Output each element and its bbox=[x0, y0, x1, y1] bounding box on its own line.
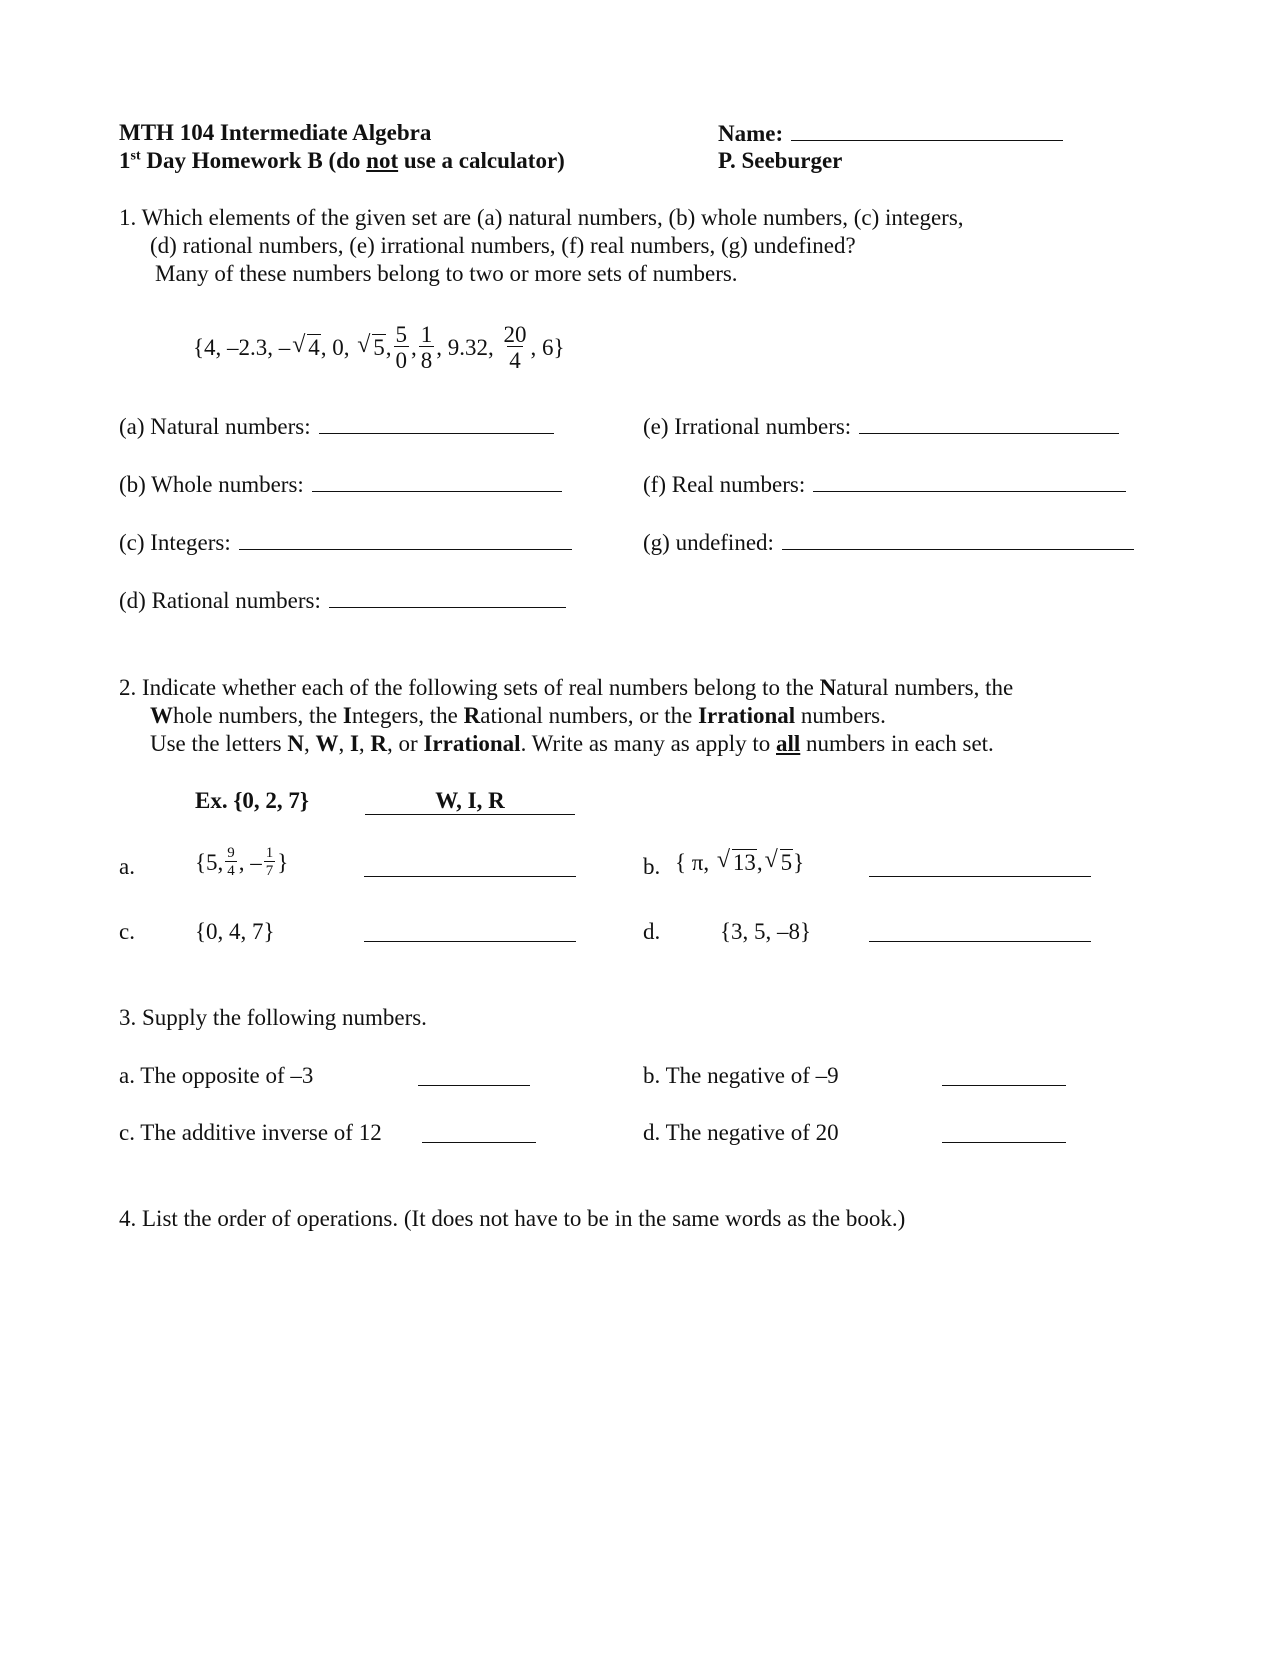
assignment-title: 1st Day Homework B (do not use a calculator) bbox=[119, 148, 565, 173]
answer-blank[interactable] bbox=[782, 529, 1134, 550]
q1-number-set: {4, –2.3, – √ 4 , 0, √ 5 , $\frac{5}{0}$ , $\frac{1}{8}$ , 9.32, $\frac{20}{4}$ , 6} bbox=[193, 322, 565, 373]
q2-prompt-line2: Whole numbers, the Integers, the Rational numbers, or the Irrational numbers. bbox=[150, 703, 886, 728]
answer-blank[interactable] bbox=[942, 1122, 1066, 1143]
answer-blank[interactable] bbox=[239, 529, 572, 550]
q1-part-f: (f) Real numbers: bbox=[643, 471, 1126, 498]
q1-part-e: (e) Irrational numbers: bbox=[643, 413, 1119, 440]
answer-blank[interactable] bbox=[418, 1065, 530, 1086]
q3-c: c. The additive inverse of 12 bbox=[119, 1120, 382, 1145]
q2-example-answer: W, I, R bbox=[365, 788, 575, 815]
fraction-1-over-8: $\frac{1}{8}$ bbox=[420, 322, 433, 373]
q3-a-answer bbox=[418, 1065, 530, 1091]
q2-a-answer bbox=[364, 856, 576, 882]
answer-blank[interactable] bbox=[422, 1122, 536, 1143]
q1-part-b: (b) Whole numbers: bbox=[119, 471, 562, 498]
q2-b-set: { π, √ 13 , √ 5 } bbox=[675, 847, 805, 875]
q2-c-set: {0, 4, 7} bbox=[195, 919, 275, 944]
q1-prompt-line3: Many of these numbers belong to two or more sets of numbers. bbox=[155, 261, 738, 286]
name-field: Name: bbox=[718, 120, 1063, 147]
answer-blank[interactable] bbox=[312, 471, 562, 492]
name-blank[interactable] bbox=[791, 120, 1063, 141]
fraction-5-over-0: $\frac{5}{0}$ bbox=[395, 322, 408, 373]
q1-part-d: (d) Rational numbers: bbox=[119, 587, 566, 614]
q1-prompt-line2: (d) rational numbers, (e) irrational numbers, (f) real numbers, (g) undefined? bbox=[150, 233, 856, 258]
q4-prompt: 4. List the order of operations. (It does not have to be in the same words as the book.) bbox=[119, 1206, 906, 1231]
q3-d-answer bbox=[942, 1122, 1066, 1148]
answer-blank[interactable] bbox=[859, 413, 1119, 434]
q2-a-set: {5, $\frac{9}{4}$ , – $\frac{1}{7}$ } bbox=[195, 845, 289, 879]
answer-blank[interactable] bbox=[813, 471, 1126, 492]
answer-blank[interactable] bbox=[364, 856, 576, 877]
q2-b-label: b. bbox=[643, 854, 661, 879]
q3-prompt: 3. Supply the following numbers. bbox=[119, 1005, 427, 1030]
answer-blank[interactable] bbox=[364, 921, 576, 942]
q3-a: a. The opposite of –3 bbox=[119, 1063, 314, 1088]
q2-example-set: Ex. {0, 2, 7} bbox=[195, 788, 309, 813]
q2-d-set: {3, 5, –8} bbox=[720, 919, 812, 944]
q2-a-label: a. bbox=[119, 854, 135, 879]
q3-d: d. The negative of 20 bbox=[643, 1120, 839, 1145]
q2-prompt-line3: Use the letters N, W, I, R, or Irrational. Write as many as apply to all numbers in each set. bbox=[150, 731, 994, 756]
fraction-20-over-4: $\frac{20}{4}$ bbox=[503, 322, 527, 373]
answer-blank[interactable] bbox=[319, 413, 554, 434]
answer-blank[interactable] bbox=[869, 921, 1091, 942]
q2-b-answer bbox=[869, 856, 1091, 882]
q1-part-g: (g) undefined: bbox=[643, 529, 1134, 556]
instructor-name: P. Seeburger bbox=[718, 148, 843, 173]
q2-c-label: c. bbox=[119, 919, 135, 944]
q3-b: b. The negative of –9 bbox=[643, 1063, 839, 1088]
q1-part-c: (c) Integers: bbox=[119, 529, 572, 556]
q2-d-label: d. bbox=[643, 919, 661, 944]
fraction-1-over-7: $\frac{1}{7}$ bbox=[265, 845, 274, 879]
q3-c-answer bbox=[422, 1122, 536, 1148]
q2-c-answer bbox=[364, 921, 576, 947]
q3-b-answer bbox=[942, 1065, 1066, 1091]
q2-d-answer bbox=[869, 921, 1091, 947]
q1-part-a: (a) Natural numbers: bbox=[119, 413, 554, 440]
q2-prompt-line1: 2. Indicate whether each of the following sets of real numbers belong to the Natural numbers, the bbox=[119, 675, 1014, 700]
q1-prompt-line1: 1. Which elements of the given set are (a) natural numbers, (b) whole numbers, (c) integers, bbox=[119, 205, 964, 230]
course-title: MTH 104 Intermediate Algebra bbox=[119, 120, 432, 145]
answer-blank[interactable] bbox=[869, 856, 1091, 877]
fraction-9-over-4: $\frac{9}{4}$ bbox=[227, 845, 235, 879]
answer-blank[interactable] bbox=[942, 1065, 1066, 1086]
answer-blank[interactable] bbox=[329, 587, 566, 608]
